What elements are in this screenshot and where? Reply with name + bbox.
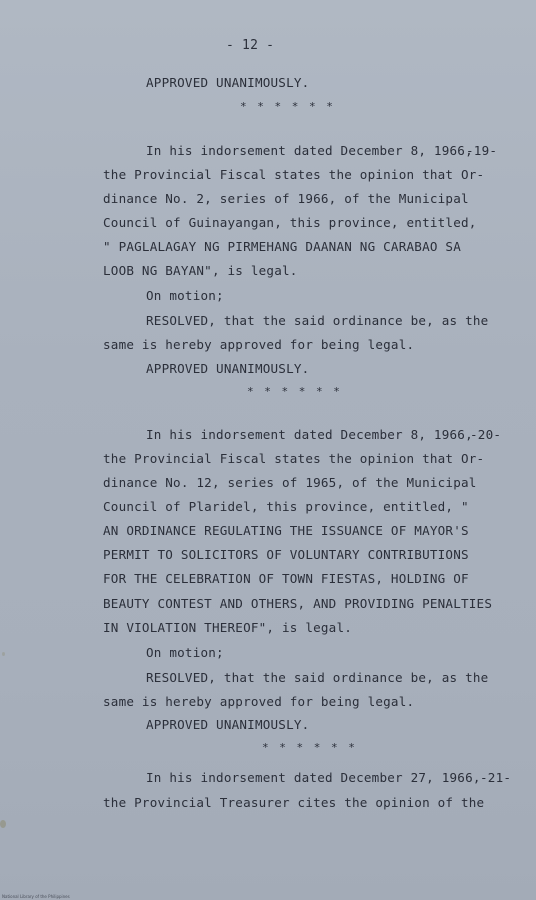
item-20-stars: * * * * * * xyxy=(262,741,357,754)
item-20-approved: APPROVED UNANIMOUSLY. xyxy=(146,717,310,732)
item-20-line-3: dinance No. 12, series of 1965, of the Municipal xyxy=(103,475,477,490)
page-number: - 12 - xyxy=(226,38,275,53)
item-20-resolved-2: same is hereby approved for being legal. xyxy=(103,694,415,709)
item-20-line-2: the Provincial Fiscal states the opinion that Or- xyxy=(103,451,485,466)
item-21-line-1: In his indorsement dated December 27, 1966, xyxy=(146,770,481,785)
item-20-line-5: AN ORDINANCE REGULATING THE ISSUANCE OF MAYOR'S xyxy=(103,523,469,538)
paper-stain xyxy=(0,820,6,828)
item-20-line-6: PERMIT TO SOLICITORS OF VOLUNTARY CONTRIBUTIONS xyxy=(103,547,469,562)
item-19-line-1: In his indorsement dated December 8, 1966, xyxy=(146,143,473,158)
item-20-number: -20- xyxy=(470,427,502,442)
separator-stars: * * * * * * xyxy=(240,100,335,113)
item-20-line-8: BEAUTY CONTEST AND OTHERS, AND PROVIDING PENALTIES xyxy=(103,596,493,611)
item-21-number: -21- xyxy=(480,770,512,785)
approved-line: APPROVED UNANIMOUSLY. xyxy=(146,75,310,90)
item-20-resolved-1: RESOLVED, that the said ordinance be, as the xyxy=(146,670,489,685)
paper-stain xyxy=(2,652,5,656)
item-19-line-3: dinance No. 2, series of 1966, of the Municipal xyxy=(103,191,469,206)
item-21-line-2: the Provincial Treasurer cites the opinion of the xyxy=(103,795,485,810)
item-19-stars: * * * * * * xyxy=(247,385,342,398)
item-20-motion: On motion; xyxy=(146,645,224,660)
item-19-line-4: Council of Guinayangan, this province, entitled, xyxy=(103,215,477,230)
item-20-line-9: IN VIOLATION THEREOF", is legal. xyxy=(103,620,353,635)
item-19-approved: APPROVED UNANIMOUSLY. xyxy=(146,361,310,376)
item-19-resolved-2: same is hereby approved for being legal. xyxy=(103,337,415,352)
item-20-line-7: FOR THE CELEBRATION OF TOWN FIESTAS, HOLDING OF xyxy=(103,571,469,586)
item-19-motion: On motion; xyxy=(146,288,224,303)
item-19-line-5: " PAGLALAGAY NG PIRMEHANG DAANAN NG CARABAO SA xyxy=(103,239,461,254)
item-19-resolved-1: RESOLVED, that the said ordinance be, as the xyxy=(146,313,489,328)
item-19-line-6: LOOB NG BAYAN", is legal. xyxy=(103,263,298,278)
item-20-line-4: Council of Plaridel, this province, entitled, " xyxy=(103,499,469,514)
item-19-number: -19- xyxy=(466,143,498,158)
item-19-line-2: the Provincial Fiscal states the opinion that Or- xyxy=(103,167,485,182)
item-20-line-1: In his indorsement dated December 8, 1966, xyxy=(146,427,473,442)
scan-footer: National Library of the Philippines xyxy=(2,894,70,899)
